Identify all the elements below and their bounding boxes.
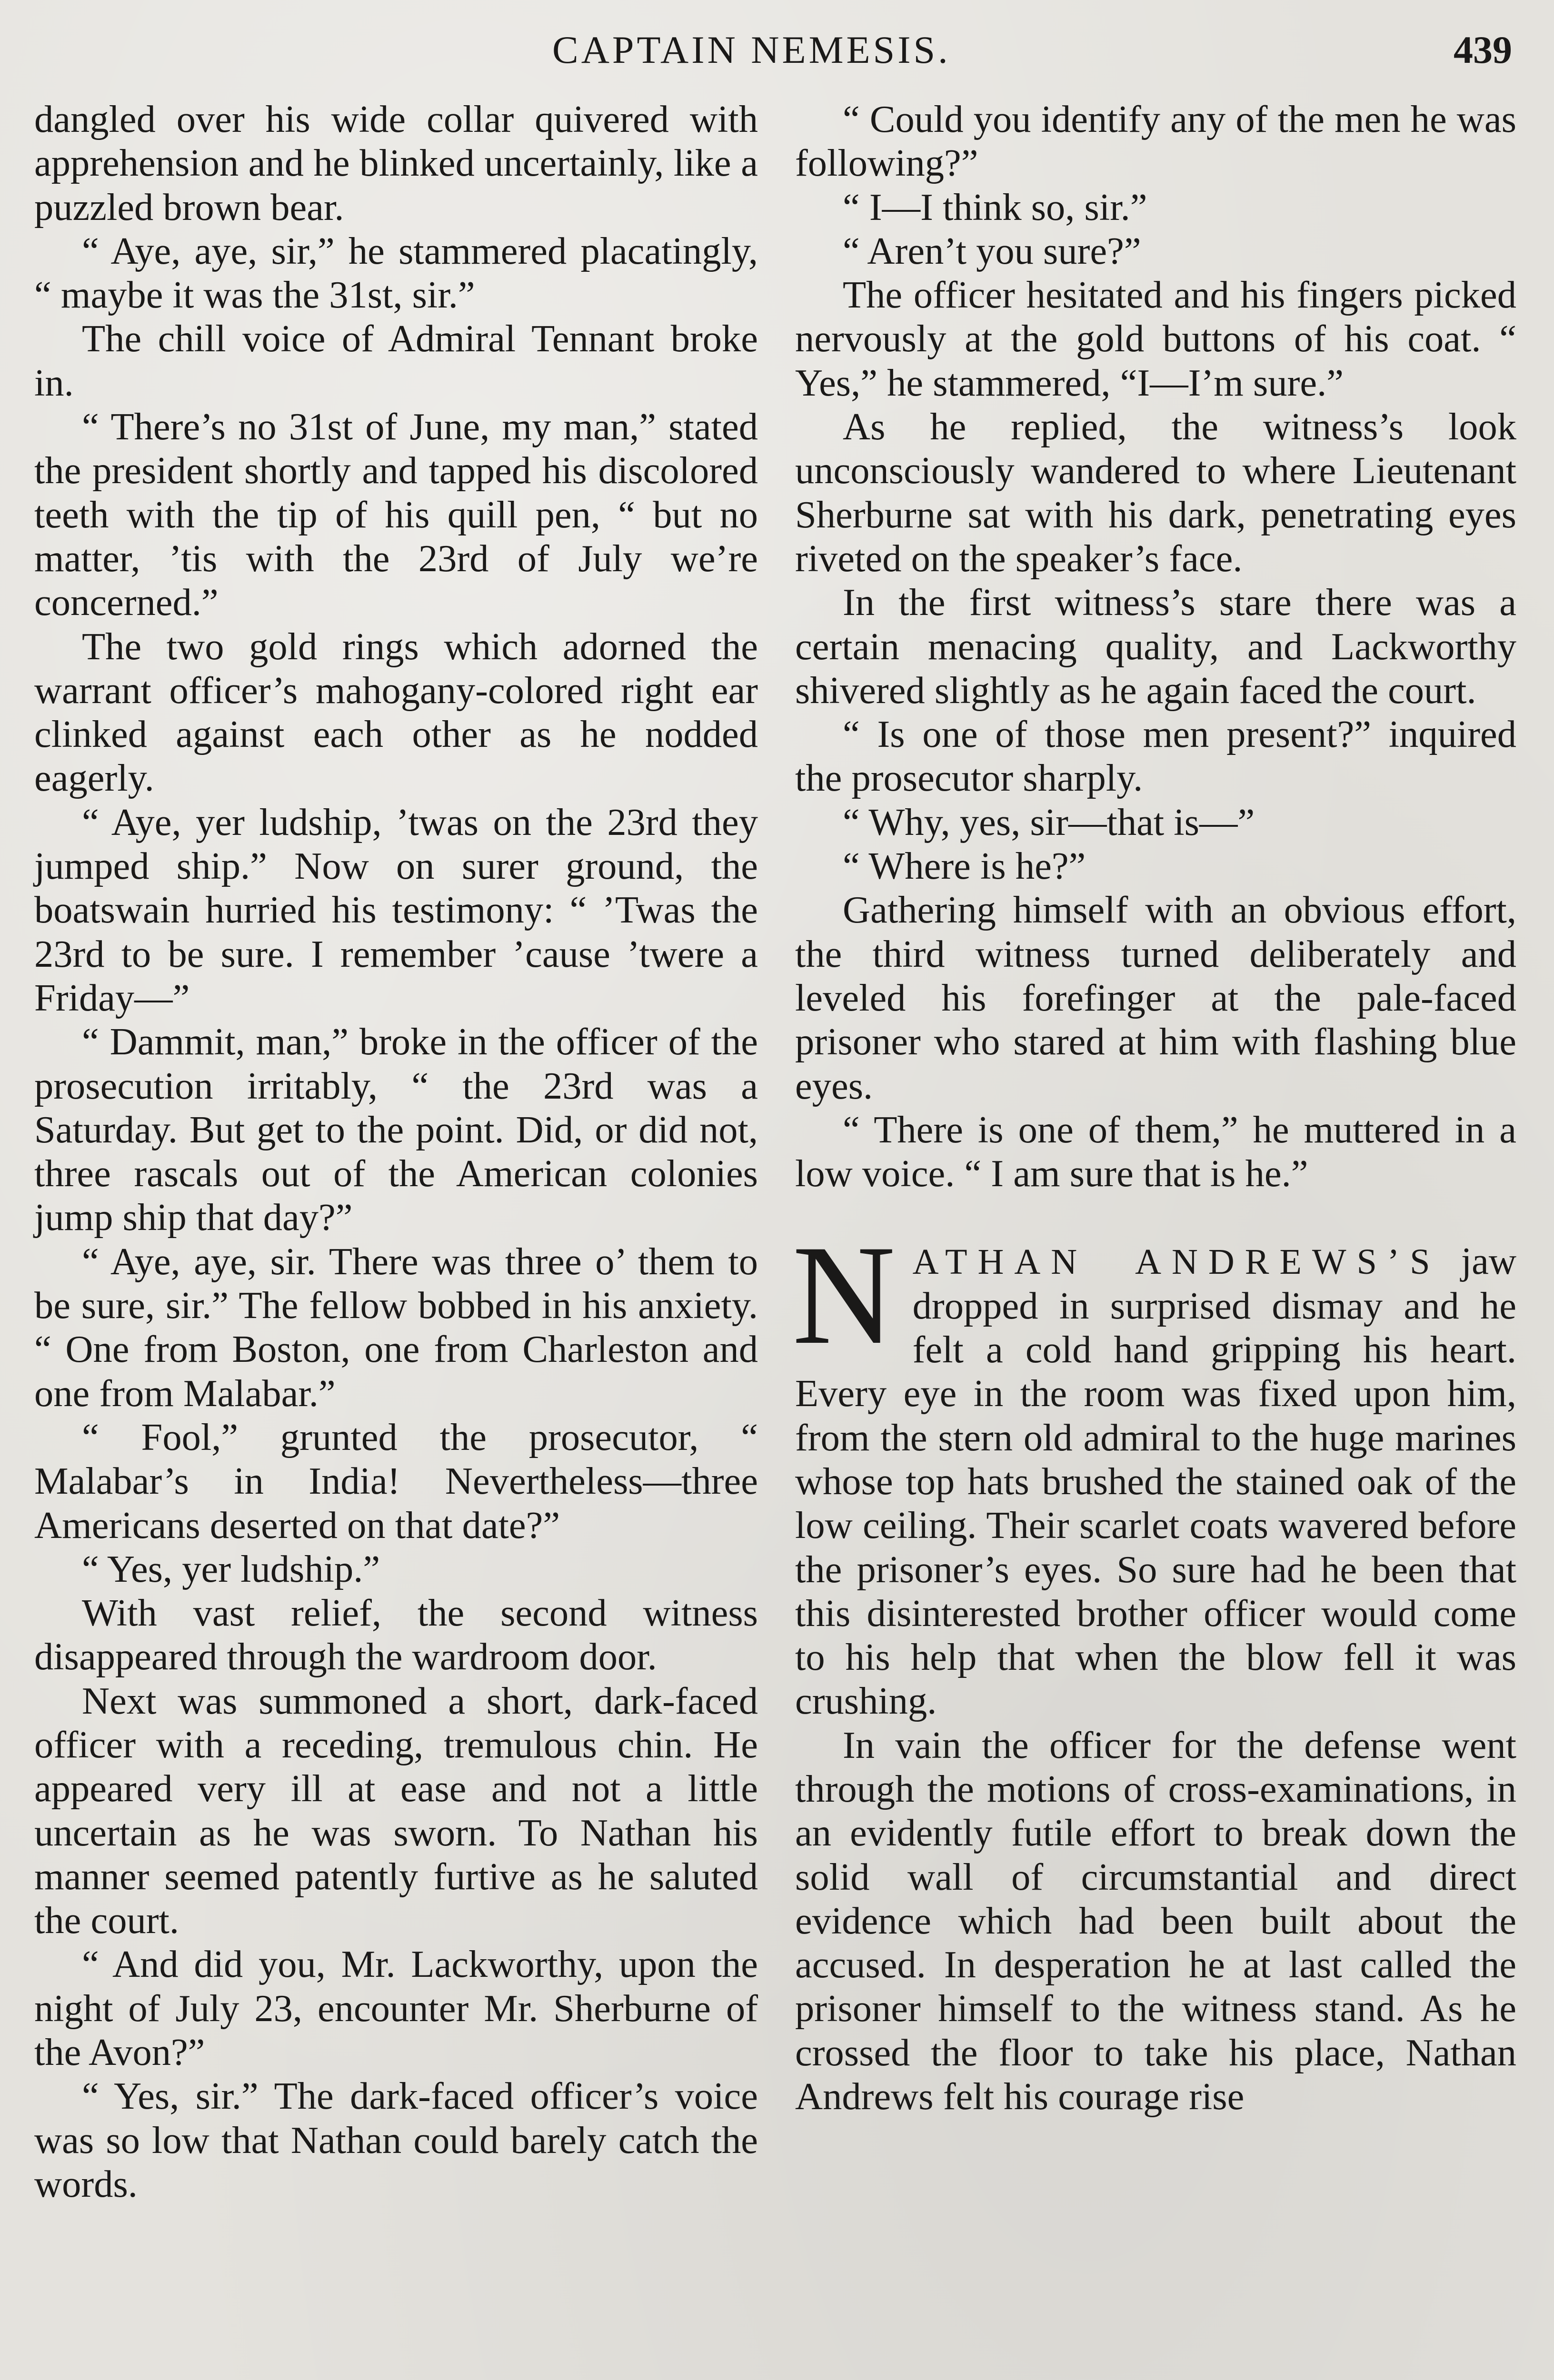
- paragraph: In vain the officer for the defense went through the motions of cross-examinations, in an evidently futile effort to break down the solid wall of circumstantial and direct evidence which had been built about the accused. In desperation he at last called the prisoner himself to the witness stand. As he crossed the floor to take his place, Nathan Andrews felt his courage rise: [795, 1724, 1516, 2118]
- running-head: CAPTAIN NEMESIS.: [552, 28, 951, 71]
- paragraph: Next was summoned a short, dark-faced officer with a receding, tremulous chin. He appeared very ill at ease and not a little uncertain as he was sworn. To Nathan his manner seemed patently furtive as he saluted the court.: [34, 1679, 758, 1942]
- section-opening-paragraph: [792, 1216, 1516, 1723]
- paragraph: “ I—I think so, sir.”: [843, 186, 1147, 228]
- paragraph: dangled over his wide collar quivered with apprehension and he blinked uncertainly, like a puzzled brown bear.: [34, 98, 758, 228]
- page-number: 439: [1454, 28, 1512, 71]
- paragraph: “ Could you identify any of the men he was following?”: [795, 98, 1516, 185]
- paragraph: “ Aye, aye, sir,” he stammered placatingly, “ maybe it was the 31st, sir.”: [34, 229, 758, 317]
- paragraph-text: jaw dropped in surprised dismay and he felt a cold hand gripping his heart. Every eye in the room was fixed upon him, from the stern old admiral to the huge marines whose top hats brushed the stained oak of the low ceiling. Their scarlet coats wavered before the prisoner’s eyes. So sure had he been that this disinterested brother officer would come to his help that when the blow fell it was crushing.: [795, 1240, 1516, 1723]
- right-column: [792, 98, 1516, 2119]
- left-column: [34, 98, 758, 2206]
- page-header: [0, 19, 1554, 81]
- paragraph: “ And did you, Mr. Lackworthy, upon the night of July 23, encounter Mr. Sherburne of the Avon?”: [34, 1943, 758, 2074]
- paragraph: “ There’s no 31st of June, my man,” stated the president shortly and tapped his discolored teeth with the tip of his quill pen, “ but no matter, ’tis with the 23rd of July we’re concerned.”: [34, 406, 758, 624]
- paragraph: The two gold rings which adorned the warrant officer’s mahogany-colored right ear clinked against each other as he nodded eagerly.: [34, 625, 758, 800]
- paragraph: “ Fool,” grunted the prosecutor, “ Malabar’s in India! Nevertheless—three Americans deserted on that date?”: [34, 1416, 758, 1547]
- paragraph: “ Dammit, man,” broke in the officer of the prosecution irritably, “ the 23rd was a Saturday. But get to the point. Did, or did not, three rascals out of the American colonies jump ship that day?”: [34, 1021, 758, 1239]
- paragraph: The chill voice of Admiral Tennant broke in.: [34, 317, 758, 404]
- paragraph: The officer hesitated and his fingers picked nervously at the gold buttons of his coat. “ Yes,” he stammered, “I—I’m sure.”: [795, 274, 1516, 404]
- paragraph: With vast relief, the second witness disappeared through the wardroom door.: [34, 1592, 758, 1678]
- paragraph: As he replied, the witness’s look unconsciously wandered to where Lieutenant Sherburne sat with his dark, penetrating eyes riveted on the speaker’s face.: [795, 406, 1516, 580]
- paragraph: “ Aren’t you sure?”: [843, 229, 1141, 272]
- lead-caps: ATHAN ANDREWS’S: [912, 1242, 1441, 1282]
- paragraph: “ Is one of those men present?” inquired the prosecutor sharply.: [795, 713, 1516, 800]
- paragraph: In the first witness’s stare there was a certain menacing quality, and Lackworthy shivered slightly as he again faced the court.: [795, 581, 1516, 712]
- paragraph: “ Why, yes, sir—that is—”: [843, 801, 1255, 843]
- paragraph: “ Yes, yer ludship.”: [82, 1547, 380, 1590]
- paragraph: Gathering himself with an obvious effort, the third witness turned deliberately and leveled his forefinger at the pale-faced prisoner who stared at him with flashing blue eyes.: [795, 889, 1516, 1107]
- paragraph: “ Yes, sir.” The dark-faced officer’s voice was so low that Nathan could barely catch the words.: [34, 2075, 758, 2205]
- paragraph: “ Aye, yer ludship, ’twas on the 23rd they jumped ship.” Now on surer ground, the boatswain hurried his testimony: “ ’Twas the 23rd to be sure. I remember ’cause ’twere a Friday—”: [34, 801, 758, 1019]
- drop-cap: N: [792, 1216, 896, 1374]
- paragraph: “ There is one of them,” he muttered in a low voice. “ I am sure that is he.”: [795, 1108, 1516, 1195]
- paragraph: “ Where is he?”: [843, 845, 1086, 888]
- paragraph: “ Aye, aye, sir. There was three o’ them to be sure, sir.” The fellow bobbed in his anxiety. “ One from Boston, one from Charleston and one from Malabar.”: [34, 1240, 758, 1415]
